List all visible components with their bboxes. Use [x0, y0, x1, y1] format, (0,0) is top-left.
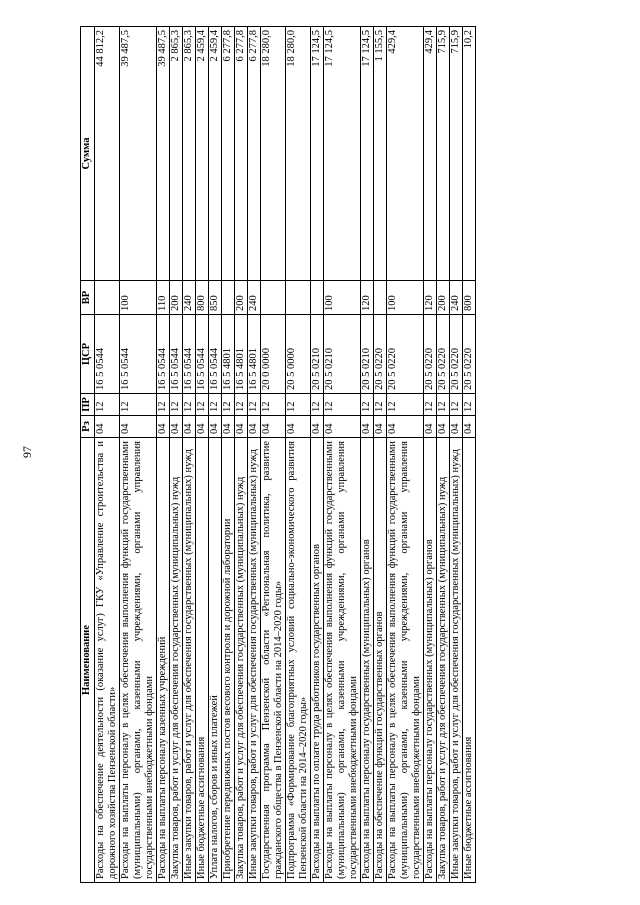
- table-row: [95, 27, 120, 883]
- row-sum: 2 865,3: [183, 27, 196, 281]
- row-sum: 39 487,5: [120, 27, 157, 281]
- row-sum: 18 280,0: [261, 27, 286, 281]
- row-rz: 04: [324, 416, 361, 438]
- row-pr: 12: [235, 394, 248, 416]
- row-name: Расходы на выплаты по оплате труда работников государственных органов: [311, 438, 324, 883]
- row-csr: 16 5 0544: [196, 315, 209, 394]
- row-name: Расходы на выплаты персоналу казенных учреждений: [157, 438, 170, 883]
- row-pr: 12: [361, 394, 374, 416]
- table-body: [95, 27, 476, 883]
- row-sum: 715,9: [450, 27, 463, 281]
- row-name: Расходы на выплаты персоналу государственных (муниципальных) органов: [361, 438, 374, 883]
- row-name: Расходы на выплаты персоналу в целях обеспечения выполнения функций государственными (муниципальными) органами, казенными учреждениями, органами управления государственными внебюджетными фондами: [387, 438, 424, 883]
- row-csr: 20 0 0000: [261, 315, 286, 394]
- row-name: Расходы на выплаты персоналу в целях обеспечения выполнения функций государственными (муниципальными) органами, казенными учреждениями, органами управления государственными внебюджетными фондами: [120, 438, 157, 883]
- row-sum: 715,9: [437, 27, 450, 281]
- row-pr: 12: [95, 394, 120, 416]
- row-sum: 2 459,4: [196, 27, 209, 281]
- row-sum: 44 812,2: [95, 27, 120, 281]
- row-vr: [286, 281, 311, 315]
- row-pr: 12: [424, 394, 437, 416]
- row-sum: 17 124,5: [361, 27, 374, 281]
- header-name: Наименование: [81, 438, 95, 883]
- row-sum: 1 155,5: [374, 27, 387, 281]
- row-vr: 800: [196, 281, 209, 315]
- row-pr: 12: [170, 394, 183, 416]
- table-row: [120, 27, 157, 883]
- table-row: [387, 27, 424, 883]
- row-name: Иные бюджетные ассигнования: [463, 438, 476, 883]
- header-sum: Сумма: [81, 27, 95, 281]
- row-pr: 12: [374, 394, 387, 416]
- table-row: [424, 27, 437, 883]
- table-row: [324, 27, 361, 883]
- row-vr: 110: [157, 281, 170, 315]
- header-rz: Рз: [81, 416, 95, 438]
- row-rz: 04: [222, 416, 235, 438]
- row-vr: 850: [209, 281, 222, 315]
- row-csr: 16 5 0544: [209, 315, 222, 394]
- table-row: [261, 27, 286, 883]
- row-rz: 04: [450, 416, 463, 438]
- row-sum: 39 487,5: [157, 27, 170, 281]
- table-row: [437, 27, 450, 883]
- row-pr: 12: [183, 394, 196, 416]
- row-pr: 12: [311, 394, 324, 416]
- row-vr: 100: [324, 281, 361, 315]
- row-name: Закупка товаров, работ и услуг для обеспечения государственных (муниципальных) нужд: [235, 438, 248, 883]
- row-name: Иные закупки товаров, работ и услуг для обеспечения государственных (муниципальных) нужд: [183, 438, 196, 883]
- row-pr: 12: [437, 394, 450, 416]
- row-vr: 240: [248, 281, 261, 315]
- row-vr: 800: [463, 281, 476, 315]
- row-csr: 20 5 0220: [424, 315, 437, 394]
- row-csr: 16 5 0544: [120, 315, 157, 394]
- row-rz: 04: [286, 416, 311, 438]
- row-name: Уплата налогов, сборов и иных платежей: [209, 438, 222, 883]
- header-csr: ЦСР: [81, 315, 95, 394]
- row-vr: 100: [387, 281, 424, 315]
- row-pr: 12: [209, 394, 222, 416]
- row-vr: 200: [170, 281, 183, 315]
- row-pr: 12: [450, 394, 463, 416]
- row-rz: 04: [261, 416, 286, 438]
- row-pr: 12: [324, 394, 361, 416]
- row-name: Приобретение передвижных постов весового контроля и дорожной лаборатории: [222, 438, 235, 883]
- row-name: Иные закупки товаров, работ и услуг для обеспечения государственных (муниципальных) нужд: [450, 438, 463, 883]
- row-rz: 04: [424, 416, 437, 438]
- row-csr: 16 5 0544: [157, 315, 170, 394]
- row-rz: 04: [157, 416, 170, 438]
- table-row: [463, 27, 476, 883]
- row-vr: 200: [235, 281, 248, 315]
- table-row: [361, 27, 374, 883]
- header-vr: ВР: [81, 281, 95, 315]
- row-name: Государственная программа Пензенской области «Региональная политика, развитие гражданского общества в Пензенской области на 2014–2020 годы»: [261, 438, 286, 883]
- row-rz: 04: [248, 416, 261, 438]
- table-row: [235, 27, 248, 883]
- row-sum: 6 277,8: [222, 27, 235, 281]
- row-vr: 120: [361, 281, 374, 315]
- table-row: [248, 27, 261, 883]
- row-pr: 12: [222, 394, 235, 416]
- table-row: [450, 27, 463, 883]
- table-row: [374, 27, 387, 883]
- row-rz: 04: [387, 416, 424, 438]
- row-csr: 16 5 0544: [170, 315, 183, 394]
- row-vr: 100: [120, 281, 157, 315]
- row-name: Иные закупки товаров, работ и услуг для обеспечения государственных (муниципальных) нужд: [248, 438, 261, 883]
- row-rz: 04: [235, 416, 248, 438]
- row-vr: [374, 281, 387, 315]
- row-rz: 04: [463, 416, 476, 438]
- row-csr: 16 5 0544: [95, 315, 120, 394]
- row-name: Закупка товаров, работ и услуг для обеспечения государственных (муниципальных) нужд: [437, 438, 450, 883]
- row-csr: 20 5 0220: [437, 315, 450, 394]
- row-sum: 10,2: [463, 27, 476, 281]
- row-sum: 6 277,8: [248, 27, 261, 281]
- table-row: [286, 27, 311, 883]
- row-pr: 12: [248, 394, 261, 416]
- row-pr: 12: [196, 394, 209, 416]
- row-sum: 6 277,8: [235, 27, 248, 281]
- row-name: Расходы на обеспечение деятельности (оказание услуг) ГКУ «Управление строительства и дорожного хозяйства Пензенской области»: [95, 438, 120, 883]
- row-csr: 20 5 0220: [463, 315, 476, 394]
- budget-table: [80, 26, 476, 883]
- row-sum: 18 280,0: [286, 27, 311, 281]
- row-csr: 16 5 0544: [183, 315, 196, 394]
- row-csr: 16 5 4801: [222, 315, 235, 394]
- row-pr: 12: [463, 394, 476, 416]
- row-rz: 04: [374, 416, 387, 438]
- table-row: [311, 27, 324, 883]
- row-rz: 04: [437, 416, 450, 438]
- row-csr: 20 5 0210: [311, 315, 324, 394]
- row-csr: 20 5 0000: [286, 315, 311, 394]
- table-row: [196, 27, 209, 883]
- table-row: [222, 27, 235, 883]
- row-rz: 04: [196, 416, 209, 438]
- row-pr: 12: [286, 394, 311, 416]
- table-row: [183, 27, 196, 883]
- row-sum: 429,4: [424, 27, 437, 281]
- table-header-row: [81, 27, 95, 883]
- row-vr: [311, 281, 324, 315]
- table-row: [170, 27, 183, 883]
- row-sum: 17 124,5: [311, 27, 324, 281]
- row-pr: 12: [387, 394, 424, 416]
- row-rz: 04: [209, 416, 222, 438]
- rotated-budget-sheet: [80, 27, 549, 883]
- row-rz: 04: [95, 416, 120, 438]
- row-sum: 429,4: [387, 27, 424, 281]
- row-rz: 04: [170, 416, 183, 438]
- row-vr: 240: [183, 281, 196, 315]
- page-number: 97: [20, 446, 34, 458]
- row-vr: [222, 281, 235, 315]
- table-row: [157, 27, 170, 883]
- row-rz: 04: [361, 416, 374, 438]
- row-name: Закупка товаров, работ и услуг для обеспечения государственных (муниципальных) нужд: [170, 438, 183, 883]
- table-row: [209, 27, 222, 883]
- row-pr: 12: [261, 394, 286, 416]
- row-name: Подпрограмма «Формирование благоприятных условий социально-экономического развития Пензенской области на 2014–2020 годы»: [286, 438, 311, 883]
- row-csr: 16 5 4801: [235, 315, 248, 394]
- row-name: Расходы на выплаты персоналу в целях обеспечения выполнения функций государственными (муниципальными) органами, казенными учреждениями, органами управления государственными внебюджетными фондами: [324, 438, 361, 883]
- row-csr: 20 5 0210: [361, 315, 374, 394]
- row-vr: 120: [424, 281, 437, 315]
- row-sum: 2 865,3: [170, 27, 183, 281]
- row-sum: 17 124,5: [324, 27, 361, 281]
- row-pr: 12: [157, 394, 170, 416]
- row-csr: 20 5 0210: [324, 315, 361, 394]
- row-csr: 16 5 4801: [248, 315, 261, 394]
- row-name: Расходы на обеспечение функций государственных органов: [374, 438, 387, 883]
- header-pr: ПР: [81, 394, 95, 416]
- row-vr: [95, 281, 120, 315]
- row-sum: 2 459,4: [209, 27, 222, 281]
- row-csr: 20 5 0220: [450, 315, 463, 394]
- row-vr: 240: [450, 281, 463, 315]
- row-rz: 04: [311, 416, 324, 438]
- row-rz: 04: [183, 416, 196, 438]
- row-csr: 20 5 0220: [387, 315, 424, 394]
- row-vr: [261, 281, 286, 315]
- row-name: Расходы на выплаты персоналу государственных (муниципальных) органов: [424, 438, 437, 883]
- row-vr: 200: [437, 281, 450, 315]
- row-csr: 20 5 0220: [374, 315, 387, 394]
- row-name: Иные бюджетные ассигнования: [196, 438, 209, 883]
- row-pr: 12: [120, 394, 157, 416]
- row-rz: 04: [120, 416, 157, 438]
